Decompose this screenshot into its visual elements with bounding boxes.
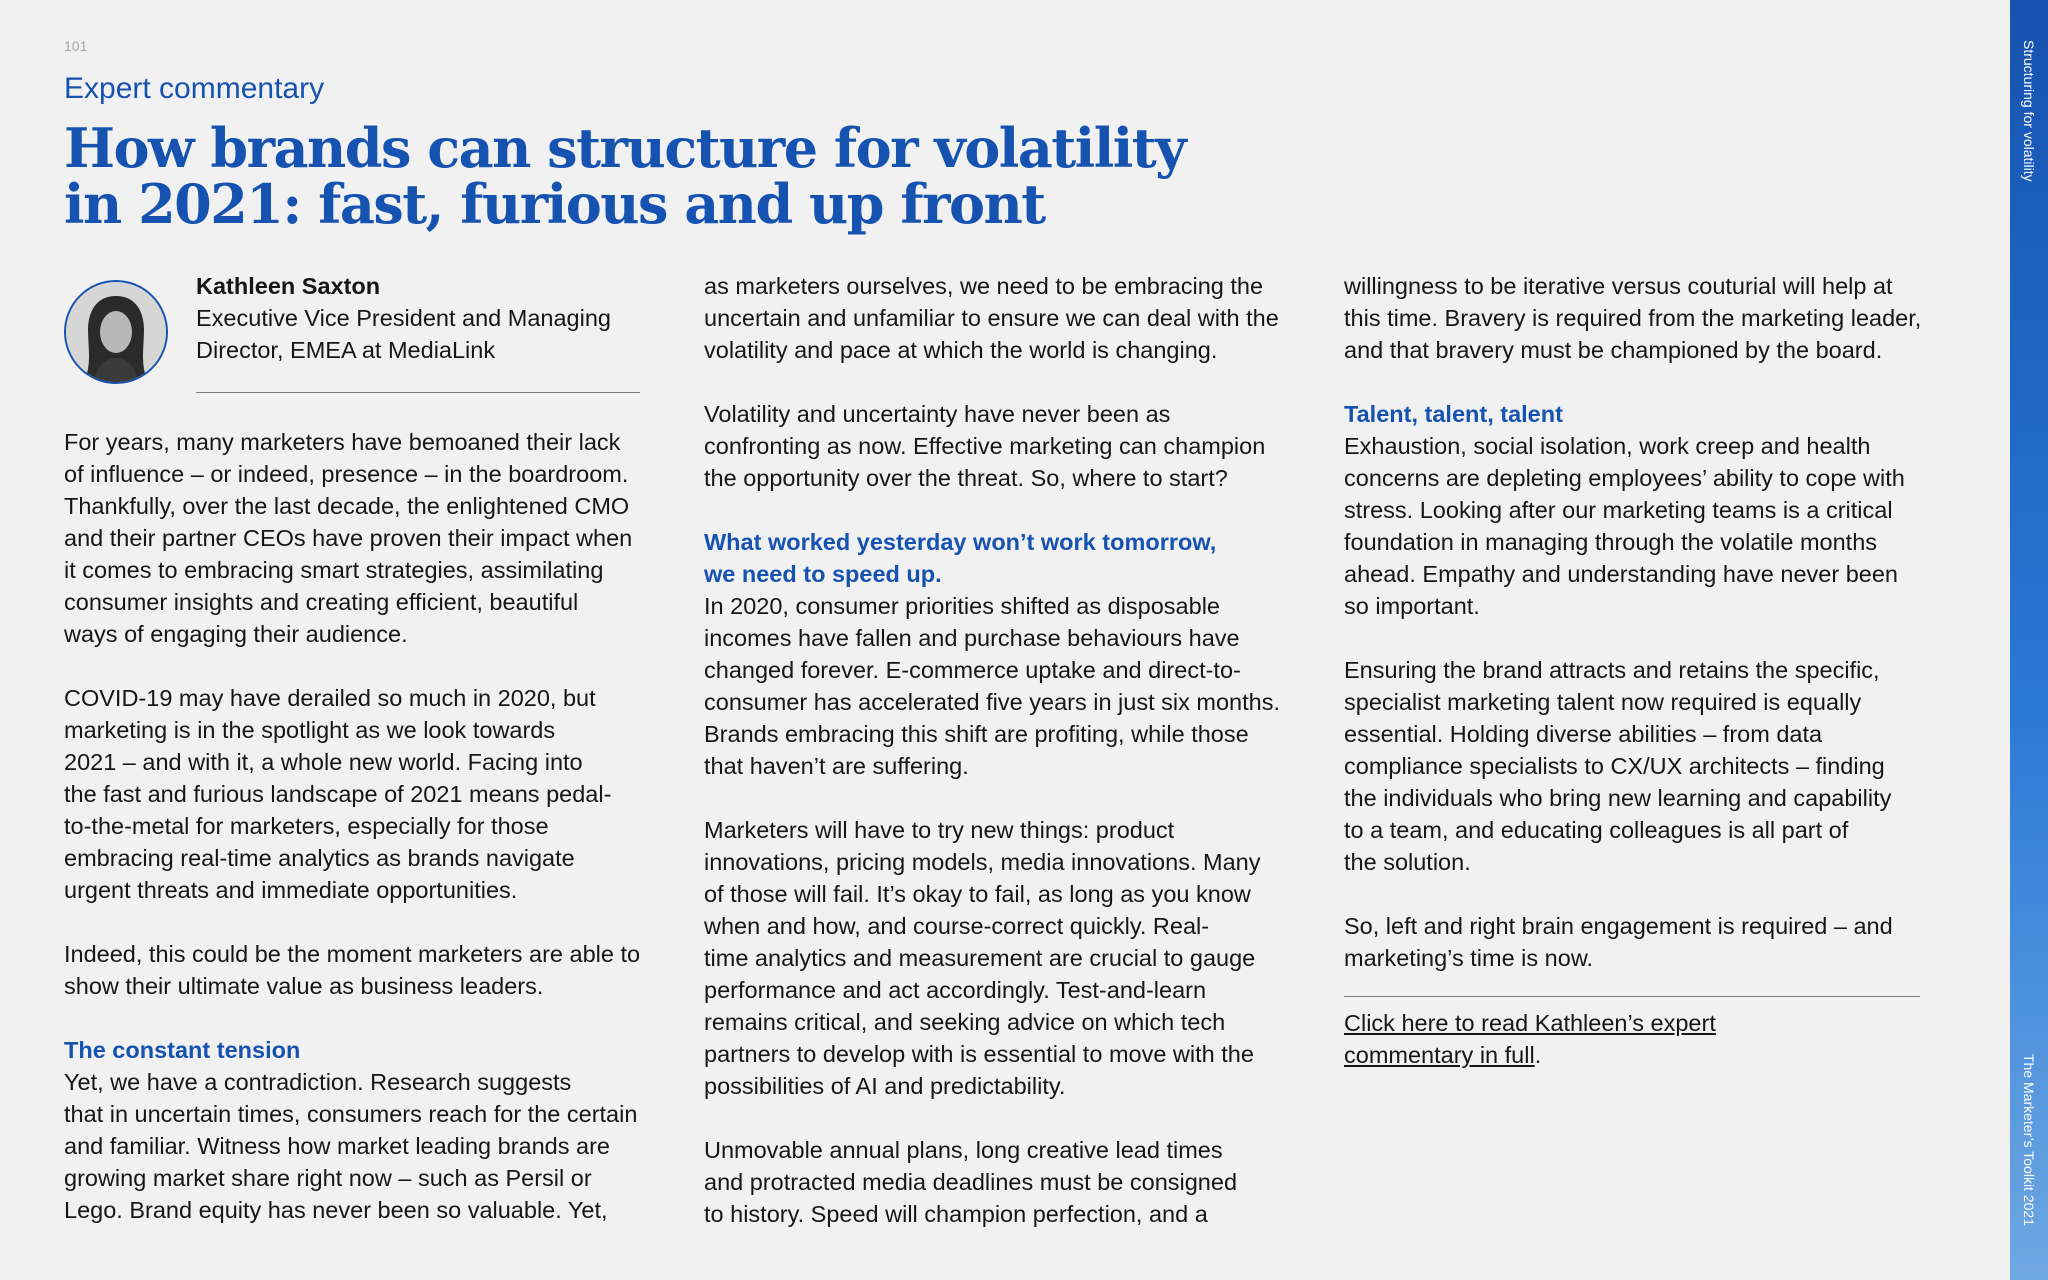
text-line: marketing’s time is now.	[1344, 945, 1594, 971]
text-line: that in uncertain times, consumers reach for the certain	[64, 1101, 638, 1127]
read-more	[1344, 1007, 1920, 1071]
sidebar-section-label: Structuring for volatility	[2021, 40, 2037, 182]
subheading-line: What worked yesterday won’t work tomorrow,	[704, 529, 1217, 555]
text-line: incomes have fallen and purchase behaviours have	[704, 625, 1240, 651]
text-line: confronting as now. Effective marketing can champion	[704, 433, 1266, 459]
paragraph	[704, 1134, 1284, 1230]
text-line: Volatility and uncertainty have never been as	[704, 401, 1171, 427]
text-line: volatility and pace at which the world is changing.	[704, 337, 1218, 363]
page-number: 101	[64, 38, 88, 54]
author-card	[64, 270, 644, 394]
text-line: essential. Holding diverse abilities – from data	[1344, 721, 1823, 747]
spacer	[704, 782, 1284, 814]
paragraph	[64, 682, 644, 906]
text-line: to a team, and educating colleagues is all part of	[1344, 817, 1849, 843]
divider	[1344, 996, 1920, 997]
subheading	[704, 526, 1284, 590]
text-line: and protracted media deadlines must be consigned	[704, 1169, 1238, 1195]
text-line: performance and act accordingly. Test-and-learn	[704, 977, 1207, 1003]
text-line: So, left and right brain engagement is required – and	[1344, 913, 1893, 939]
text-line: 2021 – and with it, a whole new world. Facing into	[64, 749, 583, 775]
text-line: and that bravery must be championed by the board.	[1344, 337, 1883, 363]
page-title-line: How brands can structure for volatility	[64, 116, 1186, 180]
paragraph	[64, 938, 644, 1002]
paragraph	[704, 398, 1284, 494]
paragraph	[64, 426, 644, 650]
text-line: so important.	[1344, 593, 1480, 619]
author-details	[196, 270, 644, 366]
text-line: Thankfully, over the last decade, the enlightened CMO	[64, 493, 630, 519]
text-line: of those will fail. It’s okay to fail, as long as you know	[704, 881, 1251, 907]
text-line: Unmovable annual plans, long creative lead times	[704, 1137, 1223, 1163]
paragraph	[1344, 270, 1920, 366]
read-more-line	[1344, 1007, 1920, 1039]
text-line: as marketers ourselves, we need to be embracing the	[704, 273, 1264, 299]
text-line: to history. Speed will champion perfection, and a	[704, 1201, 1208, 1227]
spacer	[704, 366, 1284, 398]
text-line: stress. Looking after our marketing teams is a critical	[1344, 497, 1893, 523]
subheading-line: we need to speed up.	[704, 561, 942, 587]
column-3	[1344, 270, 1920, 1071]
text-line: ahead. Empathy and understanding have never been	[1344, 561, 1898, 587]
subheading	[1344, 398, 1920, 430]
text-line: to-the-metal for marketers, especially for those	[64, 813, 549, 839]
text-line: For years, many marketers have bemoaned their lack	[64, 429, 621, 455]
text-line: the fast and furious landscape of 2021 means pedal-	[64, 781, 612, 807]
text-line: Lego. Brand equity has never been so valuable. Yet,	[64, 1197, 608, 1223]
text-line: the solution.	[1344, 849, 1471, 875]
text-line: Ensuring the brand attracts and retains the specific,	[1344, 657, 1880, 683]
side-bar	[2010, 0, 2048, 1280]
text-line: COVID-19 may have derailed so much in 2020, but	[64, 685, 596, 711]
divider	[196, 392, 640, 393]
text-line: Brands embracing this shift are profiting, while those	[704, 721, 1249, 747]
author-name: Kathleen Saxton	[196, 273, 381, 299]
subheading-line: The constant tension	[64, 1037, 301, 1063]
paragraph	[1344, 430, 1920, 622]
text-line: partners to develop with is essential to move with the	[704, 1041, 1254, 1067]
text-line: specialist marketing talent now required is equally	[1344, 689, 1862, 715]
text-line: time analytics and measurement are crucial to gauge	[704, 945, 1256, 971]
text-line: this time. Bravery is required from the marketing leader,	[1344, 305, 1922, 331]
text-line: of influence – or indeed, presence – in the boardroom.	[64, 461, 629, 487]
text-line: innovations, pricing models, media innovations. Many	[704, 849, 1261, 875]
text-line: ways of engaging their audience.	[64, 621, 408, 647]
text-line: changed forever. E-commerce uptake and direct-to-	[704, 657, 1241, 683]
text-line: and familiar. Witness how market leading brands are	[64, 1133, 610, 1159]
text-line: possibilities of AI and predictability.	[704, 1073, 1066, 1099]
text-line: and their partner CEOs have proven their impact when	[64, 525, 633, 551]
avatar	[64, 280, 168, 384]
spacer	[64, 394, 644, 426]
author-role: Director, EMEA at MediaLink	[196, 337, 496, 363]
text-line: willingness to be iterative versus couturial will help at	[1344, 273, 1893, 299]
spacer	[64, 1002, 644, 1034]
read-more-link[interactable]: commentary in full	[1344, 1042, 1535, 1068]
page-title-line: in 2021: fast, furious and up front	[64, 172, 1045, 236]
text-line: foundation in managing through the volatile months	[1344, 529, 1878, 555]
spacer	[1344, 622, 1920, 654]
text-line: compliance specialists to CX/UX architects – finding	[1344, 753, 1885, 779]
read-more-link[interactable]: Click here to read Kathleen’s expert	[1344, 1010, 1716, 1036]
text-line: when and how, and course-correct quickly. Real-	[704, 913, 1210, 939]
text-line: consumer has accelerated five years in just six months.	[704, 689, 1281, 715]
paragraph	[1344, 910, 1920, 974]
spacer	[1344, 878, 1920, 910]
text-line: embracing real-time analytics as brands navigate	[64, 845, 575, 871]
text-line: Marketers will have to try new things: product	[704, 817, 1175, 843]
read-more-suffix: .	[1534, 1042, 1542, 1068]
spacer	[704, 494, 1284, 526]
spacer	[64, 906, 644, 938]
column-1	[64, 270, 644, 1226]
paragraph	[704, 270, 1284, 366]
text-line: the opportunity over the threat. So, where to start?	[704, 465, 1228, 491]
text-line: urgent threats and immediate opportunities.	[64, 877, 518, 903]
text-line: Exhaustion, social isolation, work creep and health	[1344, 433, 1871, 459]
text-line: concerns are depleting employees’ ability to cope with	[1344, 465, 1905, 491]
paragraph	[704, 590, 1284, 782]
subheading	[64, 1034, 644, 1066]
text-line: In 2020, consumer priorities shifted as disposable	[704, 593, 1220, 619]
text-line: Indeed, this could be the moment marketers are able to	[64, 941, 641, 967]
page-title	[64, 116, 1186, 236]
text-line: uncertain and unfamiliar to ensure we can deal with the	[704, 305, 1279, 331]
sidebar-publication-label: The Marketer’s Toolkit 2021	[2021, 1054, 2037, 1226]
paragraph	[1344, 654, 1920, 878]
text-line: show their ultimate value as business leaders.	[64, 973, 544, 999]
text-line: consumer insights and creating efficient, beautiful	[64, 589, 579, 615]
paragraph	[704, 814, 1284, 1102]
spacer	[704, 1102, 1284, 1134]
text-line: marketing is in the spotlight as we look towards	[64, 717, 556, 743]
author-role: Executive Vice President and Managing	[196, 305, 611, 331]
text-line: remains critical, and seeking advice on which tech	[704, 1009, 1226, 1035]
spacer	[64, 650, 644, 682]
subheading-line: Talent, talent, talent	[1344, 401, 1563, 427]
paragraph	[64, 1066, 644, 1226]
spacer	[1344, 366, 1920, 398]
read-more-line	[1344, 1039, 1920, 1071]
text-line: it comes to embracing smart strategies, assimilating	[64, 557, 604, 583]
section-label: Expert commentary	[64, 72, 325, 105]
text-line: the individuals who bring new learning and capability	[1344, 785, 1892, 811]
text-line: growing market share right now – such as Persil or	[64, 1165, 592, 1191]
text-line: Yet, we have a contradiction. Research suggests	[64, 1069, 572, 1095]
text-line: that haven’t are suffering.	[704, 753, 969, 779]
column-2	[704, 270, 1284, 1230]
